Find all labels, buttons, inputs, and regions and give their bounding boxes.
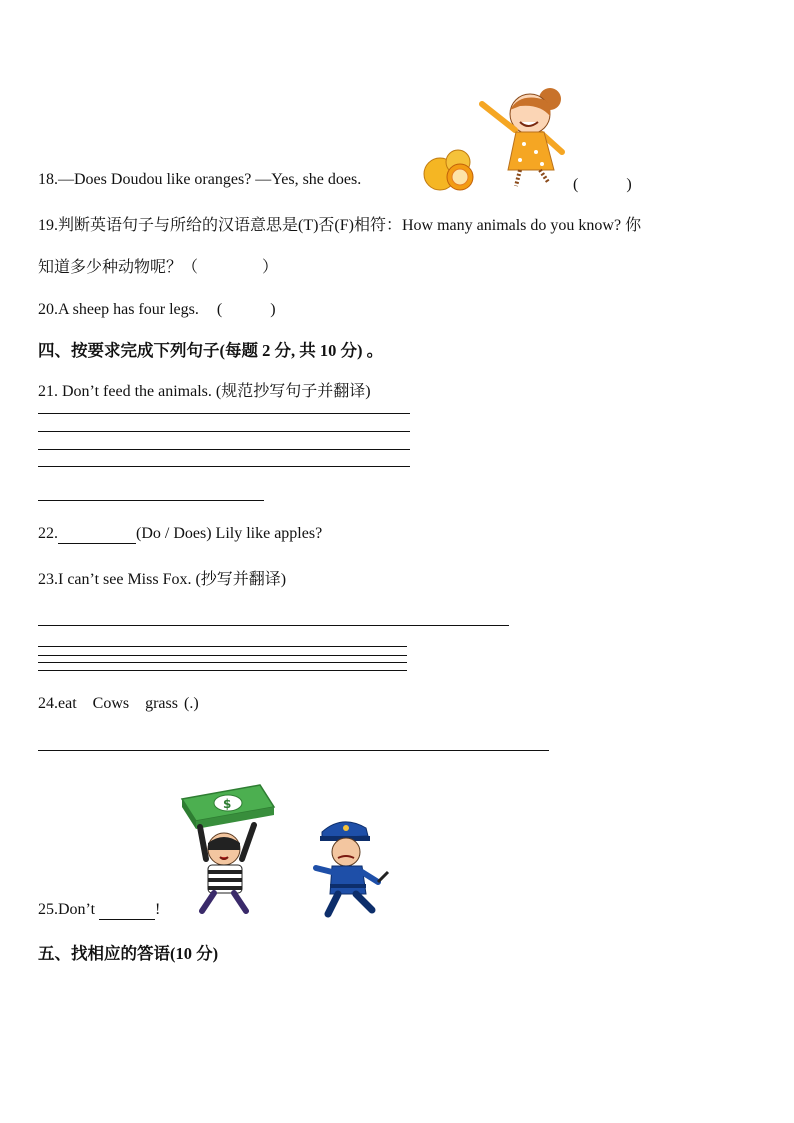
writing-line[interactable] (38, 413, 410, 414)
question-25-prefix: 25.Don’t (38, 901, 96, 918)
writing-line[interactable] (38, 466, 410, 467)
question-22-number: 22. (38, 525, 58, 542)
question-24: 24.eat Cows grass (.) (38, 695, 199, 712)
section-5-heading: 五、找相应的答语(10 分) (38, 944, 219, 963)
question-20-text: 20.A sheep has four legs. (38, 301, 199, 318)
girl-with-oranges-illustration (420, 82, 568, 192)
question-19-line2: 知道多少种动物呢？（ ） (38, 259, 279, 276)
thief-with-money-illustration (176, 777, 278, 917)
section-4-heading: 四、按要求完成下列句子(每题 2 分, 共 10 分) 。 (38, 341, 384, 360)
writing-line[interactable] (38, 500, 264, 501)
writing-line[interactable] (38, 670, 407, 671)
writing-line[interactable] (38, 646, 407, 647)
answer-blank-22[interactable] (58, 525, 136, 544)
writing-line[interactable] (38, 449, 410, 450)
writing-line[interactable] (38, 625, 509, 626)
question-20 (38, 296, 276, 319)
question-19-line1: 19.判断英语句子与所给的汉语意思是(T)否(F)相符：How many animals do you know? 你 (38, 217, 642, 234)
question-22-text: (Do / Does) Lily like apples? (136, 525, 323, 542)
writing-line[interactable] (38, 431, 410, 432)
writing-line[interactable] (38, 750, 549, 751)
writing-line[interactable] (38, 655, 407, 656)
question-18 (38, 171, 361, 189)
question-18-text: 18.—Does Doudou like oranges? —Yes, she does. (38, 171, 362, 188)
answer-blank-25[interactable] (99, 901, 155, 920)
svg-text:$: $ (223, 797, 232, 811)
question-21: 21. Don’t feed the animals. (规范抄写句子并翻译) (38, 383, 371, 400)
question-25-suffix: ! (155, 901, 161, 918)
answer-paren-20[interactable]: ( ) (216, 301, 276, 318)
answer-paren-18[interactable]: ( ) (573, 176, 632, 193)
question-23: 23.I can’t see Miss Fox. (抄写并翻译) (38, 571, 287, 588)
writing-line[interactable] (38, 662, 407, 663)
question-25 (38, 901, 160, 920)
police-officer-illustration (312, 814, 392, 918)
question-22 (38, 525, 322, 544)
